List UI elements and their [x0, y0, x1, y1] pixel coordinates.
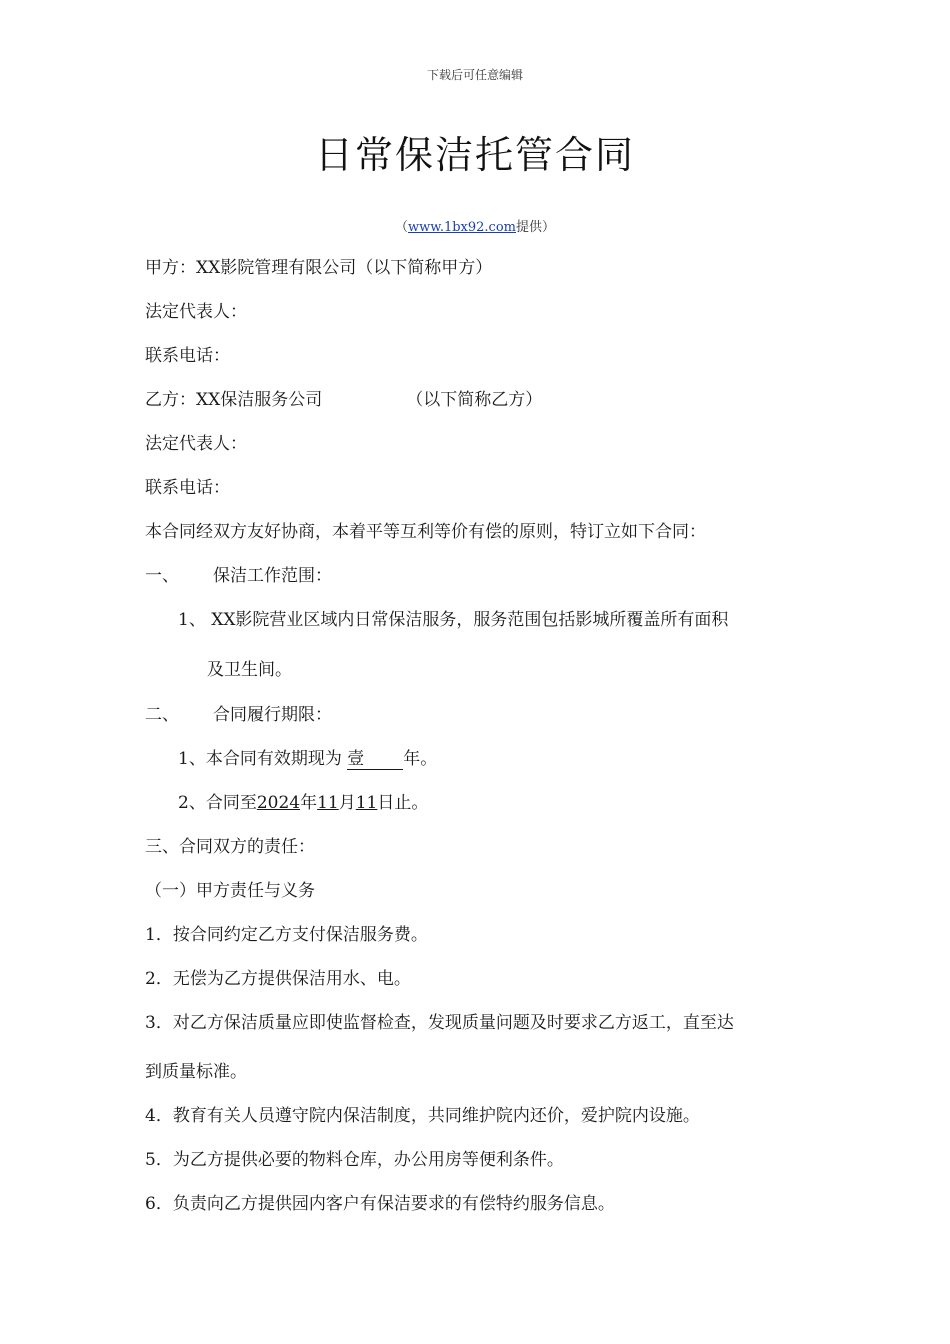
section-1-title: 保洁工作范围：	[213, 566, 332, 586]
end-month: 11	[317, 793, 339, 813]
party-b-alias: （以下简称乙方）	[406, 390, 543, 410]
term-value-field	[347, 744, 403, 770]
end-year-unit: 年	[300, 793, 318, 813]
duty-4: 4．教育有关人员遵守院内保洁制度，共同维护院内还价，爱护院内设施。	[145, 1106, 700, 1126]
end-year: 2024	[256, 793, 301, 813]
duty-3: 3．对乙方保洁质量应即使监督检查，发现质量问题及时要求乙方返工，直至达	[145, 1013, 734, 1033]
term-suffix: 年。	[403, 749, 438, 769]
end-date-prefix: 2、合同至	[178, 793, 257, 813]
party-b-phone: 联系电话：	[145, 478, 230, 498]
term-value: 壹	[347, 749, 365, 769]
subsection-1-heading: （一）甲方责任与义务	[145, 881, 315, 901]
source-link[interactable]: www.1bx92.com	[407, 220, 516, 235]
section-2-title: 合同履行期限：	[213, 705, 332, 725]
section-2-item-2	[178, 788, 428, 813]
party-a-representative: 法定代表人：	[145, 302, 247, 322]
duty-2: 2．无偿为乙方提供保洁用水、电。	[145, 969, 411, 989]
duty-6: 6．负责向乙方提供园内客户有保洁要求的有偿特约服务信息。	[145, 1194, 615, 1214]
term-prefix: 1、本合同有效期现为	[178, 749, 348, 769]
source-paren: （	[394, 220, 408, 235]
section-3-heading: 三、合同双方的责任：	[145, 837, 315, 857]
party-b-representative: 法定代表人：	[145, 434, 247, 454]
duty-1: 1．按合同约定乙方支付保洁服务费。	[145, 925, 428, 945]
source-suffix: 提供）	[516, 220, 556, 235]
party-a-phone: 联系电话：	[145, 346, 230, 366]
section-1-number: 一、	[145, 566, 179, 586]
end-month-unit: 月	[338, 793, 356, 813]
section-1-item-1-cont: 及卫生间。	[207, 660, 292, 680]
section-2-heading	[145, 700, 332, 725]
intro-paragraph: 本合同经双方友好协商，本着平等互利等价有偿的原则，特订立如下合同：	[145, 522, 706, 542]
document-title: 日常保洁托管合同	[314, 133, 635, 177]
section-1-item-1: 1、 XX影院营业区域内日常保洁服务，服务范围包括影城所覆盖所有面积	[178, 610, 729, 630]
section-1-heading	[145, 561, 332, 586]
section-2-item-1	[178, 744, 437, 770]
section-2-number: 二、	[145, 705, 179, 725]
end-date-suffix: 日止。	[377, 793, 429, 813]
duty-3-cont: 到质量标准。	[145, 1062, 247, 1082]
source-line	[0, 216, 950, 235]
party-a: 甲方：XX影院管理有限公司（以下简称甲方）	[145, 258, 493, 278]
duty-5: 5．为乙方提供必要的物料仓库，办公用房等便利条件。	[145, 1150, 564, 1170]
party-b-name: 乙方：XX保洁服务公司	[145, 390, 323, 410]
end-day: 11	[355, 793, 378, 813]
party-b	[145, 385, 542, 410]
header-note: 下载后可任意编辑	[426, 68, 523, 82]
